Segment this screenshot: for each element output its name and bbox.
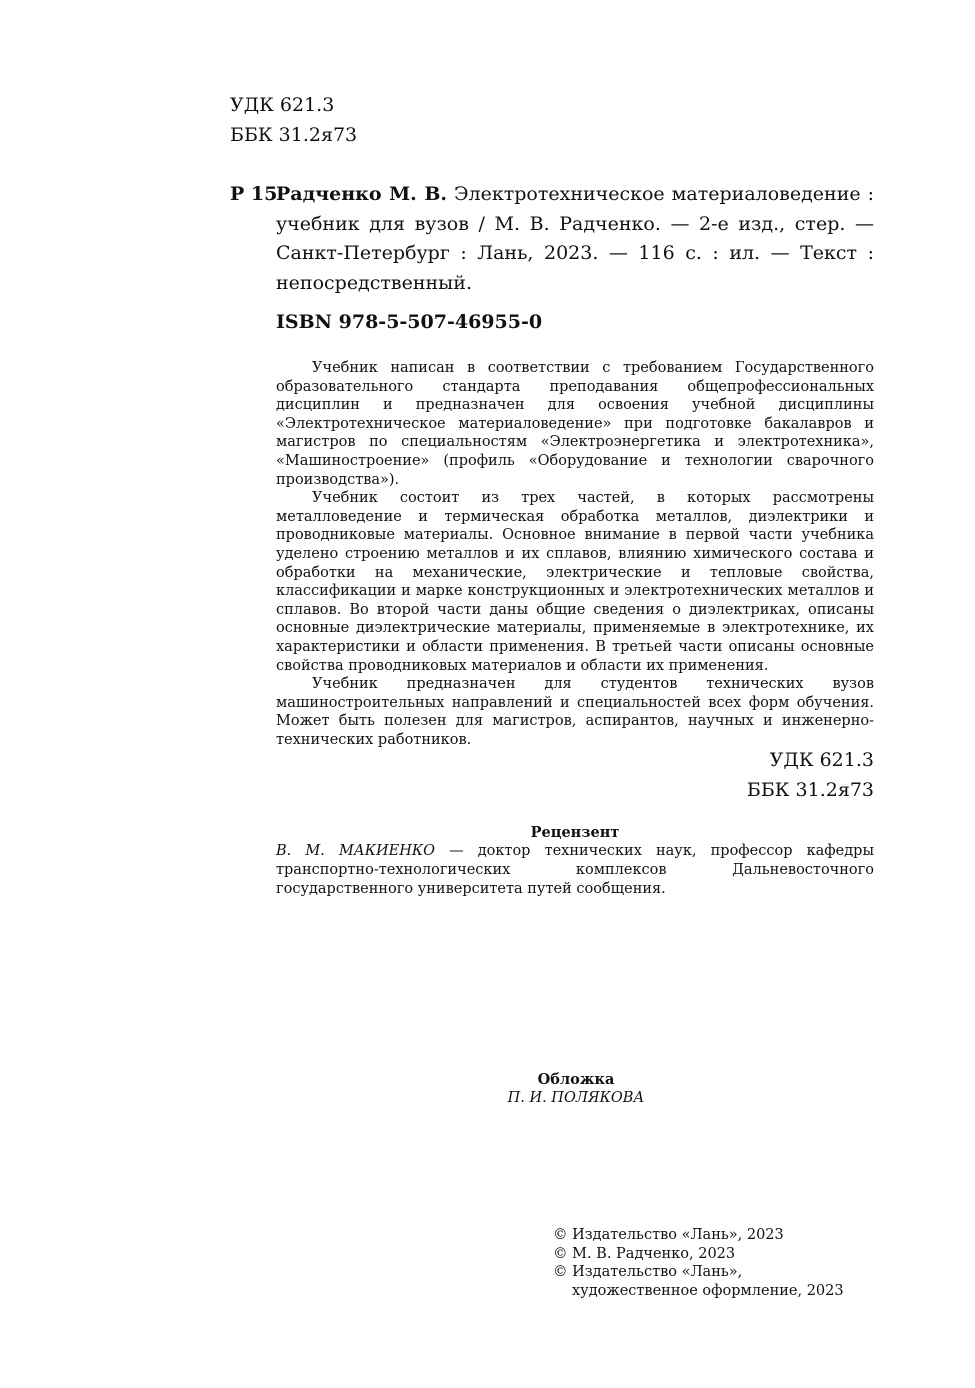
- classification-codes-bottom: [747, 745, 874, 805]
- bibliographic-description: Электротехническое материаловедение : учебник для вузов / М. В. Радченко. — 2-е изд., стер. — Санкт-Петербург : Лань, 2023. — 116 с. : ил. — Текст : непосредственный.: [276, 183, 875, 294]
- copyright-line: © Издательство «Лань»,: [553, 1264, 743, 1280]
- copyright-line: художественное оформление, 2023: [572, 1282, 844, 1299]
- cover-designer: П. И. ПОЛЯКОВА: [507, 1090, 645, 1106]
- bbk-code: ББК 31.2я73: [230, 124, 358, 146]
- reviewer-name: В. М. МАКИЕНКО: [276, 843, 435, 859]
- bbk-code: ББК 31.2я73: [746, 779, 874, 801]
- reviewer-label: Рецензент: [530, 824, 620, 841]
- udk-code: УДК 621.3: [230, 94, 335, 116]
- cover-label: Обложка: [537, 1071, 615, 1088]
- annotation: [276, 359, 874, 749]
- isbn: ISBN 978-5-507-46955-0: [276, 311, 543, 333]
- copyright-block: [553, 1226, 844, 1300]
- cover-credit: [476, 1070, 676, 1108]
- annotation-paragraph: Учебник состоит из трех частей, в которых рассмотрены металловедение и термическая обработка металлов, диэлектрики и проводниковые материалы. Основное внимание в первой части учебника уделено строению металлов и их сплавов, влиянию химического состава и обработки на механические, электрические и тепловые свойства, классификации и марке конструкционных и электротехнических металлов и сплавов. Во второй части даны общие сведения о диэлектриках, описаны основные диэлектрические материалы, применяемые в электротехнике, их характеристики и области применения. В третьей части описаны основные свойства проводниковых материалов и области их применения.: [276, 490, 874, 674]
- classification-codes-top: [230, 90, 357, 150]
- reviewer-block: [276, 823, 874, 899]
- reviewer-text: [276, 842, 874, 899]
- bibliographic-record: [276, 180, 874, 298]
- author-name: Радченко М. В.: [276, 183, 448, 205]
- annotation-paragraph: Учебник предназначен для студентов технических вузов машиностроительных направлений и специальностей всех форм обучения. Может быть полезен для магистров, аспирантов, научных и инженерно-технических работников.: [276, 676, 874, 748]
- annotation-paragraph: Учебник написан в соответствии с требованием Государственного образовательного стандарта преподавания общепрофессиональных дисциплин и предназначен для освоения учебной дисциплины «Электротехническое материаловедение» при подготовке бакалавров и магистров по специальностям «Электроэнергетика и электротехника», «Машиностроение» (профиль «Оборудование и технологии сварочного производства»).: [276, 360, 874, 488]
- author-mark: Р 15: [230, 183, 278, 205]
- copyright-line: © М. В. Радченко, 2023: [553, 1245, 736, 1262]
- udk-code: УДК 621.3: [769, 749, 874, 771]
- reviewer-credentials: — доктор технических наук, профессор кафедры транспортно-технологических комплексов Дальневосточного государственного университета путей сообщения.: [276, 843, 874, 897]
- copyright-line: © Издательство «Лань», 2023: [553, 1227, 784, 1243]
